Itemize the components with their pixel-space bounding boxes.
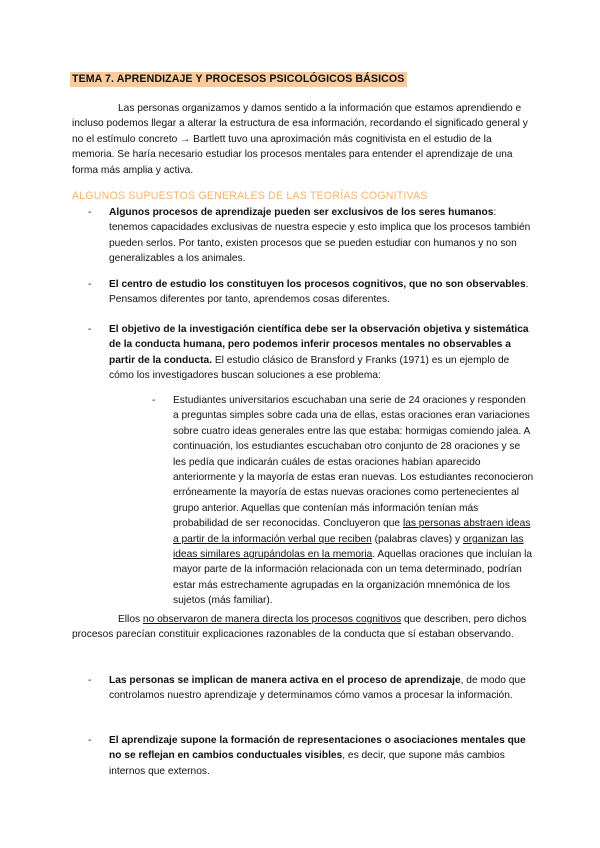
intro-text: Las personas organizamos y damos sentido a la información que estamos aprendiendo e incluso podemos llegar a alterar la estructura de esa información, recordando el significado general y no el estímulo concreto → Bartlett tuvo una aproximación más cognitivista en el estudio de la memoria. Se haría necesario estudiar los procesos mentales para entender el aprendizaje de una forma más amplia y activa. xyxy=(72,103,528,176)
bullet-bold-text: El centro de estudio los constituyen los procesos cognitivos, que no son observables xyxy=(109,279,526,290)
list-item xyxy=(88,322,534,384)
bullet-bold-text: El aprendizaje supone la formación de representaciones o asociaciones mentales que no se reflejan en cambios conductuales visibles xyxy=(109,735,526,762)
list-item xyxy=(88,673,534,704)
conclusion-text: que describen, pero dichos procesos parecían constituir explicaciones razonables de la conducta que sí estaban observando. xyxy=(72,614,527,641)
bullet-bold-text: Las personas se implican de manera activa en el proceso de aprendizaje xyxy=(109,675,461,686)
underlined-text: las personas abstraen ideas a partir de la información verbal que reciben xyxy=(173,518,531,545)
intro-paragraph xyxy=(72,101,534,178)
section-heading: ALGUNOS SUPUESTOS GENERALES DE LAS TEORÍAS COGNITIVAS xyxy=(72,190,428,202)
conclusion-paragraph xyxy=(72,612,534,643)
bullet-bold-text: El objetivo de la investigación científica debe ser la observación objetiva y sistemática de la conducta humana, pero podemos inferir procesos mentales no observables a partir de la conducta. xyxy=(109,324,529,366)
bullet-text: : tenemos capacidades exclusivas de nuestra especie y esto implica que los procesos también pueden serlos. Por tanto, existen procesos que se pueden estudiar con humanos y no son generalizables a los animales. xyxy=(109,207,531,265)
underlined-text: organizan las ideas similares agrupándolas en la memoria xyxy=(173,533,524,561)
bullet-text: , de modo que controlamos nuestro aprendizaje y determinamos cómo vamos a procesar la información. xyxy=(109,675,526,702)
list-item xyxy=(88,733,534,779)
bullet-text: , es decir, que supone más cambios internos que externos. xyxy=(109,750,505,777)
underlined-text: no observaron de manera directa los procesos cognitivos xyxy=(142,614,402,625)
sub-bullet-text: . Aquellas oraciones que incluían la mayor parte de la información relacionada con un tema determinado, podrían estar más estrechamente agrupadas en la organización mnemónica de los sujetos (más familiar). xyxy=(173,549,533,607)
bullet-dash: - xyxy=(88,207,92,218)
sub-bullet-text: (palabras claves) y xyxy=(371,533,463,545)
sub-bullet-text: Estudiantes universitarios escuchaban una serie de 24 oraciones y responden a preguntas simples sobre cada una de ellas, estas oraciones eran variaciones sobre cuatro ideas generales entre las que estaba: hormigas comiendo jalea. A continuación, los estudiantes escuchaban otro conjunto de 28 oraciones y se les pedía que indicarán cuáles de estas oraciones habían aparecido anteriormente y la mayoría de estas eran nuevas. Los estudiantes reconocieron erróneamente la mayoría de estas nuevas oraciones como pertenecientes al grupo anterior. Aquellas que contenían más información tenían más probabilidad de ser reconocidas. Concluyeron que xyxy=(173,395,534,530)
bullet-dash: - xyxy=(88,324,92,335)
bullet-text: . Pensamos diferentes por tanto, aprendemos cosas diferentes. xyxy=(109,279,529,306)
list-item xyxy=(88,277,534,308)
page-title: TEMA 7. APRENDIZAJE Y PROCESOS PSICOLÓGICOS BÁSICOS xyxy=(70,72,407,87)
bullet-bold-text: Algunos procesos de aprendizaje pueden ser exclusivos de los seres humanos xyxy=(109,207,494,218)
bullet-dash: - xyxy=(88,675,92,686)
sub-bullet-dash: - xyxy=(152,395,156,406)
bullet-text: El estudio clásico de Bransford y Franks (1971) es un ejemplo de cómo los investigadores buscan soluciones a ese problema: xyxy=(109,354,510,382)
bullet-dash: - xyxy=(88,279,92,290)
sub-list-item xyxy=(152,393,534,609)
bullet-dash: - xyxy=(88,735,92,746)
conclusion-text: Ellos xyxy=(118,614,143,625)
list-item xyxy=(88,205,534,267)
